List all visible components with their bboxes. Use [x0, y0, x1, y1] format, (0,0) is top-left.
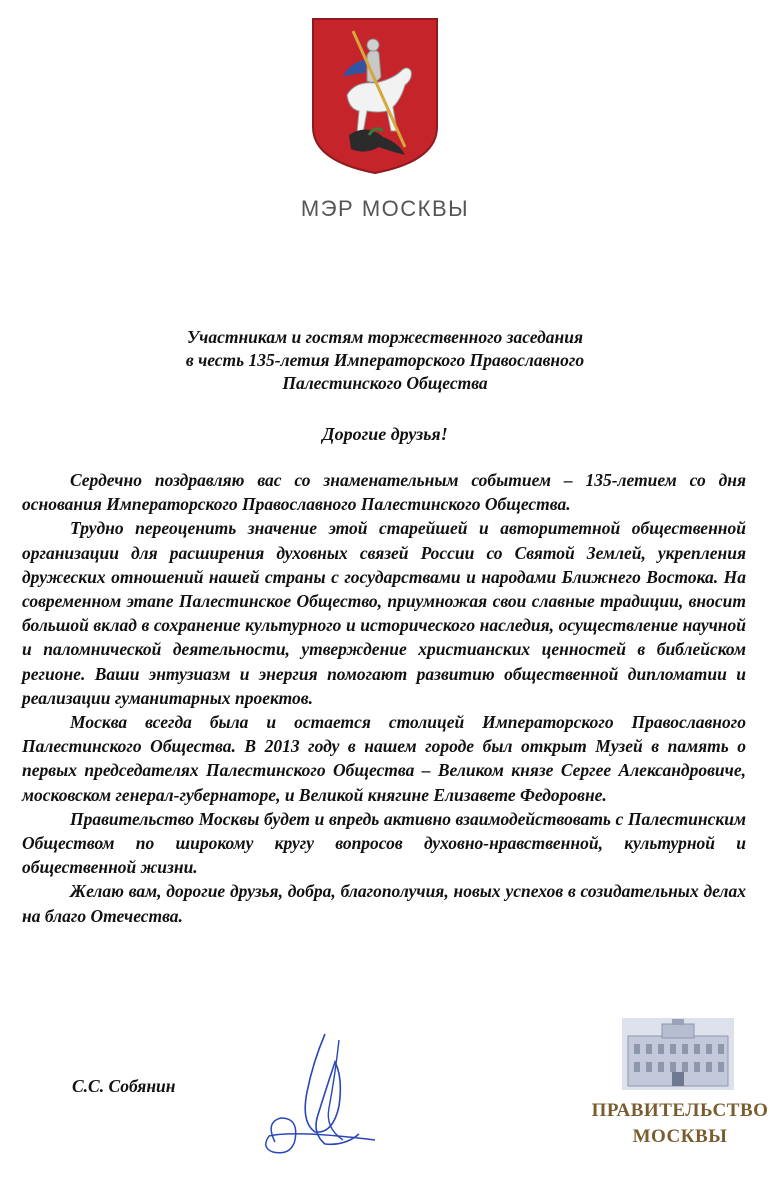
paragraph: Москва всегда была и остается столицей Императорского Православного Палестинского Общества. В 2013 году в нашем городе был открыт Музей в память о первых председателях Палестинского Общества – Великом князе Сергее Александровиче, московском генерал-губернаторе, и Великой княгине Елизавете Федоровне.	[22, 712, 746, 805]
paragraph: Желаю вам, дорогие друзья, добра, благополучия, новых успехов в созидательных делах на благо Отечества.	[22, 881, 746, 926]
handwritten-signature-icon	[255, 1022, 385, 1162]
addressee-line: в честь 135-летия Императорского Православного	[185, 350, 585, 370]
signer-name: С.С. Собянин	[72, 1076, 176, 1096]
paragraph: Правительство Москвы будет и впредь активно взаимодействовать с Палестинским Обществом по широкому кругу вопросов духовно-нравственной, культурной и общественной жизни.	[22, 808, 746, 878]
greeting: Дорогие друзья!	[322, 424, 448, 444]
paragraph: Сердечно поздравляю вас со знаменательным событием – 135-летием со дня основания Императорского Православного Палестинского Общества.	[22, 470, 746, 515]
letter-body	[22, 468, 746, 928]
paragraph: Трудно переоценить значение этой старейшей и авторитетной общественной организации для расширения духовных связей России со Святой Землей, укрепления дружеских отношений нашей страны с государствами и народами Ближнего Востока. На современном этапе Палестинское Общество, приумножая свои славные традиции, вносит большой вклад в сохранение культурного и исторического наследия, осуществление научной и паломнической деятельности, утверждение христианских ценностей в библейском регионе. Ваши энтузиазм и энергия помогают развитию общественной дипломатии и реализации гуманитарных проектов.	[22, 518, 746, 708]
addressee-block	[100, 326, 670, 395]
moscow-coat-of-arms-icon	[309, 15, 441, 177]
government-building-icon	[622, 1018, 734, 1090]
mayor-title: МЭР МОСКВЫ	[300, 196, 470, 221]
government-stamp-text	[585, 1098, 770, 1150]
addressee-line: Палестинского Общества	[282, 373, 488, 393]
stamp-line: ПРАВИТЕЛЬСТВО	[591, 1100, 769, 1121]
addressee-line: Участникам и гостям торжественного заседания	[186, 327, 584, 347]
stamp-line: МОСКВЫ	[632, 1126, 728, 1147]
